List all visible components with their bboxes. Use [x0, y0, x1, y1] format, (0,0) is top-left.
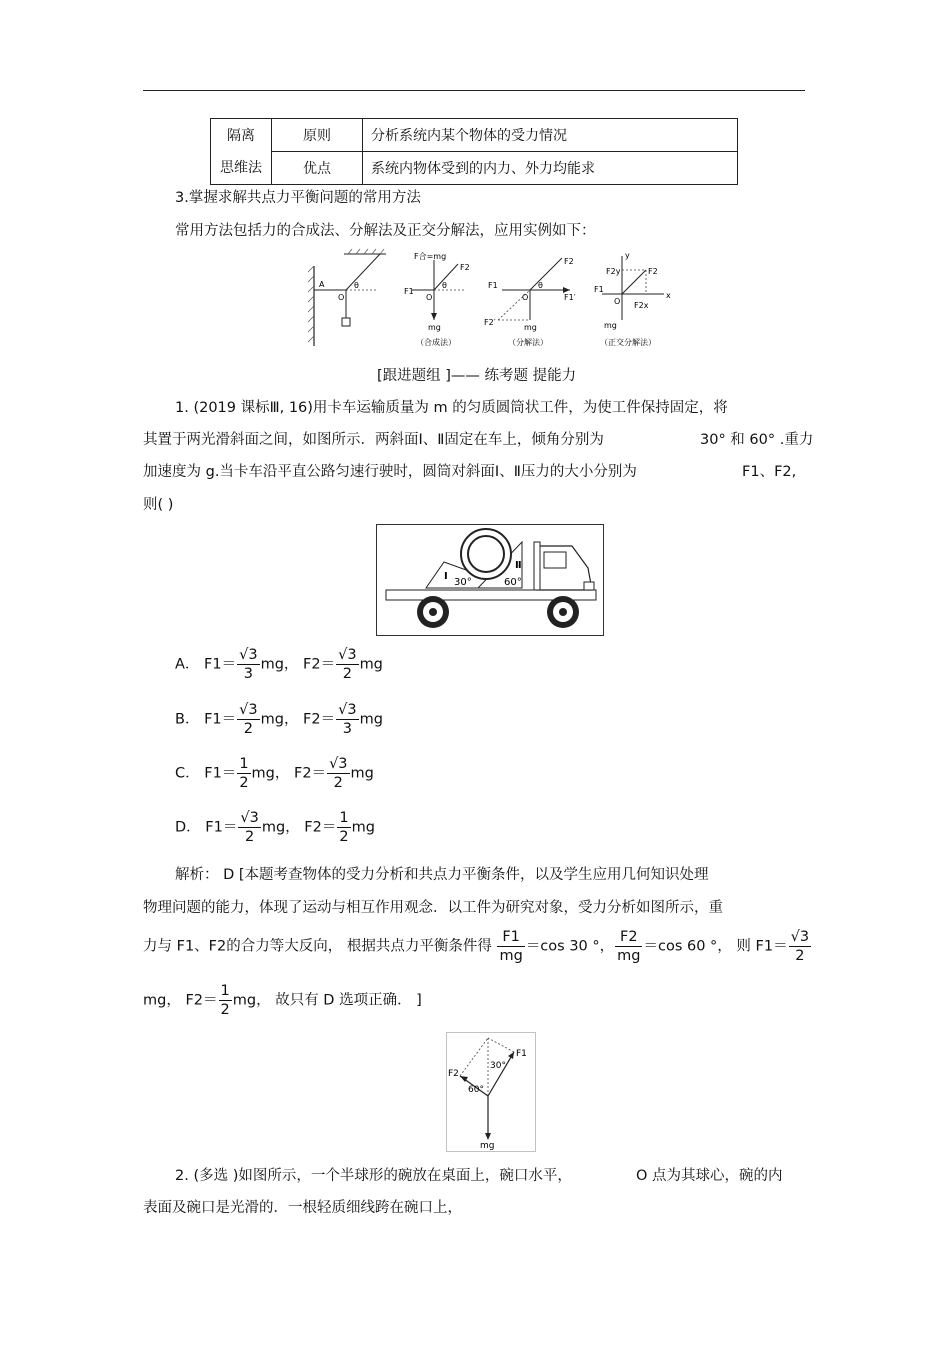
option-end: mg — [350, 765, 374, 782]
label-theta: θ — [354, 281, 359, 290]
label-F2: F2 — [448, 1069, 459, 1079]
label-F1: F1 — [404, 287, 414, 296]
label-F2-prime: F2′ — [484, 318, 496, 327]
option-b[interactable] — [175, 703, 383, 736]
label-F2y: F2y — [606, 267, 621, 276]
option-a[interactable] — [175, 648, 383, 681]
label-theta: θ — [538, 281, 543, 290]
label-x: x — [666, 291, 671, 300]
table-cell-label: 原则 — [272, 119, 363, 152]
label-mg: mg — [480, 1141, 495, 1151]
table-row-head — [211, 119, 272, 185]
hanging-setup-panel — [308, 249, 386, 346]
label-O: O — [522, 293, 529, 302]
denominator: 2 — [244, 828, 255, 845]
option-f1: F1＝ — [205, 819, 238, 836]
denominator: 2 — [339, 828, 349, 845]
fraction — [336, 703, 358, 736]
denominator: mg — [499, 947, 523, 964]
option-letter: C． — [175, 765, 200, 782]
label-mg: mg — [428, 323, 441, 332]
table-cell-text: 系统内物体受到的内力、外力均能求 — [363, 152, 738, 185]
label-I: Ⅰ — [444, 571, 448, 582]
label-F2: F2 — [648, 267, 658, 276]
analysis-line4 — [143, 984, 422, 1017]
label-F2x: F2x — [634, 301, 649, 310]
row-head-line1: 隔离 — [227, 127, 255, 144]
analysis-text: 力与 F1、F2的合力等大反向， 根据共点力平衡条件得 — [143, 938, 492, 955]
denominator: 2 — [243, 720, 253, 737]
q1-line4: 则( ) — [143, 497, 174, 513]
label-F1-prime: F1′ — [564, 293, 576, 302]
numerator: √3 — [790, 929, 810, 945]
analysis-text: ＝cos 30 °， — [525, 938, 615, 955]
table-cell-label: 优点 — [272, 152, 363, 185]
label-F-he: F合=mg — [414, 252, 447, 261]
option-letter: B． — [175, 711, 200, 728]
q1-line3-forces: F1、F2, — [742, 464, 797, 480]
fraction — [237, 648, 259, 681]
header-rule — [143, 90, 805, 91]
q2-line1-end: O 点为其球心，碗的内 — [636, 1168, 783, 1184]
option-c[interactable] — [175, 757, 374, 790]
numerator: √3 — [338, 702, 357, 718]
q1-line2-angles: 30° 和 60° .重力 — [700, 432, 814, 448]
denominator: 2 — [220, 1001, 230, 1018]
label-O: O — [426, 293, 433, 302]
option-letter: D． — [175, 819, 201, 836]
numerator: 1 — [239, 756, 249, 772]
label-30deg: 30° — [490, 1061, 506, 1071]
fraction — [337, 811, 350, 844]
numerator: √3 — [240, 810, 259, 826]
numerator: √3 — [239, 647, 258, 663]
analysis-line2: 物理问题的能力，体现了运动与相互作用观念．以工件为研究对象，受力分析如图所示，重 — [143, 900, 723, 916]
option-mid: mg， F2＝ — [261, 819, 337, 836]
denominator: 2 — [342, 665, 352, 682]
analysis-text: mg， F2＝ — [143, 992, 218, 1009]
fraction — [237, 757, 250, 790]
numerator: √3 — [329, 756, 348, 772]
row-head-line2: 思维法 — [220, 159, 262, 176]
angle-30: 30° — [454, 577, 472, 588]
q2-line1: 2. (多选 )如图所示，一个半球形的碗放在桌面上，碗口水平， — [175, 1168, 572, 1184]
option-f1: F1＝ — [204, 656, 237, 673]
label-y: y — [625, 251, 630, 260]
label-mg: mg — [524, 323, 537, 332]
denominator: 3 — [243, 665, 253, 682]
methods-diagram — [308, 248, 674, 358]
force-diagram — [446, 1032, 536, 1156]
label-mg: mg — [604, 321, 617, 330]
analysis-line3 — [143, 930, 812, 963]
denominator: 2 — [333, 774, 343, 791]
option-mid: mg， F2＝ — [260, 711, 336, 728]
q1-line2: 其置于两光滑斜面之间，如图所示．两斜面Ⅰ、Ⅱ固定在车上，倾角分别为 — [143, 432, 604, 448]
numerator: √3 — [239, 702, 258, 718]
label-theta: θ — [442, 281, 447, 290]
caption-decomposition: （分解法） — [508, 338, 548, 347]
numerator: F1 — [497, 930, 524, 947]
caption-orthogonal: （正交分解法） — [600, 338, 656, 347]
analysis-text: mg， 故只有 D 选项正确． ] — [232, 992, 422, 1009]
composition-panel — [404, 251, 470, 347]
decomposition-panel — [484, 257, 576, 347]
option-end: mg — [351, 819, 375, 836]
caption-composition: （合成法） — [416, 338, 456, 347]
label-F1: F1 — [594, 285, 604, 294]
section-intro: 常用方法包括力的合成法、分解法及正交分解法，应用实例如下： — [175, 223, 596, 239]
q1-line1: 1. (2019 课标Ⅲ, 16)用卡车运输质量为 m 的匀质圆筒状工件，为使工件保持固定，将 — [175, 400, 728, 416]
fraction — [336, 648, 358, 681]
fraction — [238, 811, 260, 844]
option-end: mg — [359, 656, 383, 673]
option-f1: F1＝ — [204, 711, 237, 728]
label-F1: F1 — [488, 281, 498, 290]
denominator: mg — [617, 947, 641, 964]
label-F1: F1 — [516, 1049, 527, 1059]
label-F2: F2 — [564, 257, 574, 266]
angle-60: 60° — [504, 577, 522, 588]
fraction — [237, 703, 259, 736]
label-II: Ⅱ — [515, 560, 522, 571]
option-end: mg — [359, 711, 383, 728]
fraction — [615, 930, 642, 963]
label-A: A — [319, 280, 325, 289]
isolation-method-table — [210, 118, 738, 185]
numerator: F2 — [615, 930, 642, 947]
orthogonal-panel — [594, 251, 671, 347]
label-O: O — [338, 293, 345, 302]
label-F2: F2 — [460, 263, 470, 272]
fraction — [327, 757, 349, 790]
numerator: 1 — [339, 810, 349, 826]
truck-figure — [376, 524, 604, 640]
option-d[interactable] — [175, 811, 375, 844]
table-cell-text: 分析系统内某个物体的受力情况 — [363, 119, 738, 152]
section-heading: 3.掌握求解共点力平衡问题的常用方法 — [175, 190, 421, 206]
q2-line2: 表面及碗口是光滑的．一根轻质细线跨在碗口上， — [143, 1200, 462, 1216]
numerator: 1 — [220, 983, 230, 999]
fraction — [219, 984, 232, 1017]
q1-line3: 加速度为 g.当卡车沿平直公路匀速行驶时，圆筒对斜面Ⅰ、Ⅱ压力的大小分别为 — [143, 464, 637, 480]
label-60deg: 60° — [468, 1085, 484, 1095]
denominator: 3 — [342, 720, 352, 737]
option-mid: mg， F2＝ — [260, 656, 336, 673]
label-O: O — [614, 297, 621, 306]
denominator: 2 — [239, 774, 249, 791]
analysis-line1: 解析： D [本题考查物体的受力分析和共点力平衡条件，以及学生应用几何知识处理 — [175, 867, 709, 883]
option-letter: A． — [175, 656, 200, 673]
option-f1: F1＝ — [204, 765, 237, 782]
numerator: √3 — [338, 647, 357, 663]
follow-up-header: [跟进题组 ]—— 练考题 提能力 — [377, 368, 577, 384]
option-mid: mg， F2＝ — [251, 765, 327, 782]
analysis-text: ＝cos 60 °， 则 F1＝ — [643, 938, 788, 955]
fraction — [789, 930, 811, 963]
denominator: 2 — [795, 947, 805, 964]
fraction — [497, 930, 524, 963]
